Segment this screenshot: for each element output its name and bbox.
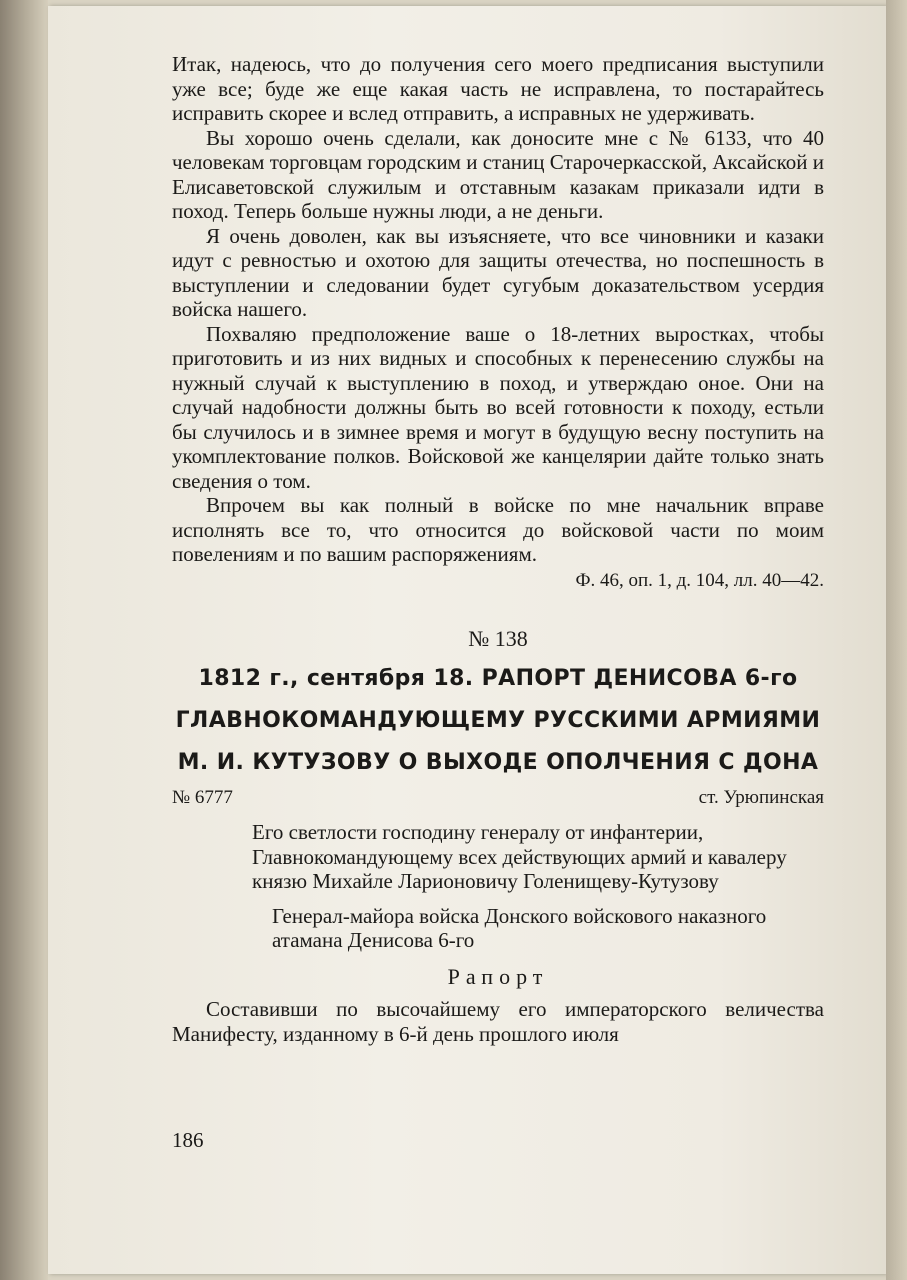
- document-title-line-2: ГЛАВНОКОМАНДУЮЩЕМУ РУССКИМИ АРМИЯМИ: [175, 707, 821, 733]
- document-number: № 138: [468, 626, 528, 651]
- book-gutter: [0, 0, 48, 1280]
- paragraph-1: Итак, надеюсь, что до получения сего моего предписания выступили уже все; буде же еще какая часть не исправлена, то постарайтесь исправить скорее и вслед отправить, а исправных не удерживать.: [172, 52, 824, 125]
- paragraph-2: Вы хорошо очень сделали, как доносите мне с № 6133, что 40 человекам торговцам городским и станиц Старочеркасской, Аксайской и Елисаветовской служилым и отставным казакам приказали идти в поход. Теперь больше нужны люди, а не деньги.: [172, 125, 824, 223]
- document-meta: [172, 786, 824, 811]
- document-place: ст. Урюпинская: [698, 786, 824, 808]
- paragraph-3: Я очень доволен, как вы изъясняете, что все чиновники и казаки идут с ревностью и охотою для защиты отечества, но поспешность в выступлении и следовании будет сугубым доказательством усердия войска нашего.: [172, 223, 824, 321]
- body-start: Составивши по высочайшему его императорского величества Манифесту, изданному в 6-й день прошлого июля: [172, 997, 824, 1046]
- page-edge: [886, 0, 907, 1280]
- document-type: Рапорт: [447, 963, 549, 989]
- document-title-line-1: 1812 г., сентября 18. РАПОРТ ДЕНИСОВА 6-го: [198, 665, 798, 691]
- page-content: [172, 52, 824, 1046]
- page-number: 186: [172, 1128, 204, 1152]
- archive-reference: Ф. 46, оп. 1, д. 104, лл. 40—42.: [575, 569, 824, 591]
- document-title-line-3: М. И. КУТУЗОВУ О ВЫХОДЕ ОПОЛЧЕНИЯ С ДОНА: [177, 749, 819, 775]
- sender: Генерал-майора войска Донского войскового наказного атамана Денисова 6-го: [272, 903, 767, 952]
- paragraph-5: Впрочем вы как полный в войске по мне начальник вправе исполнять все то, что относится до войсковой части по моим повелениям и по вашим распоряжениям.: [172, 493, 824, 566]
- paragraph-4: Похваляю предположение ваше о 18-летних выростках, чтобы приготовить и из них видных и способных к перенесению службы на нужный случай к выступлению в поход, и утверждаю оное. Они на случай надобности должны быть во всей готовности к походу, естьли бы случилось и в зимнее время и могут в будущую весну поступить на укомплектование полков. Войсковой же канцелярии дайте только знать сведения о том.: [172, 321, 824, 493]
- addressee: Его светлости господину генералу от инфантерии, Главнокомандующему всех действующих армий и кавалеру князю Михайле Ларионовичу Голенищеву-Кутузову: [252, 820, 787, 893]
- registration-number: № 6777: [172, 786, 233, 808]
